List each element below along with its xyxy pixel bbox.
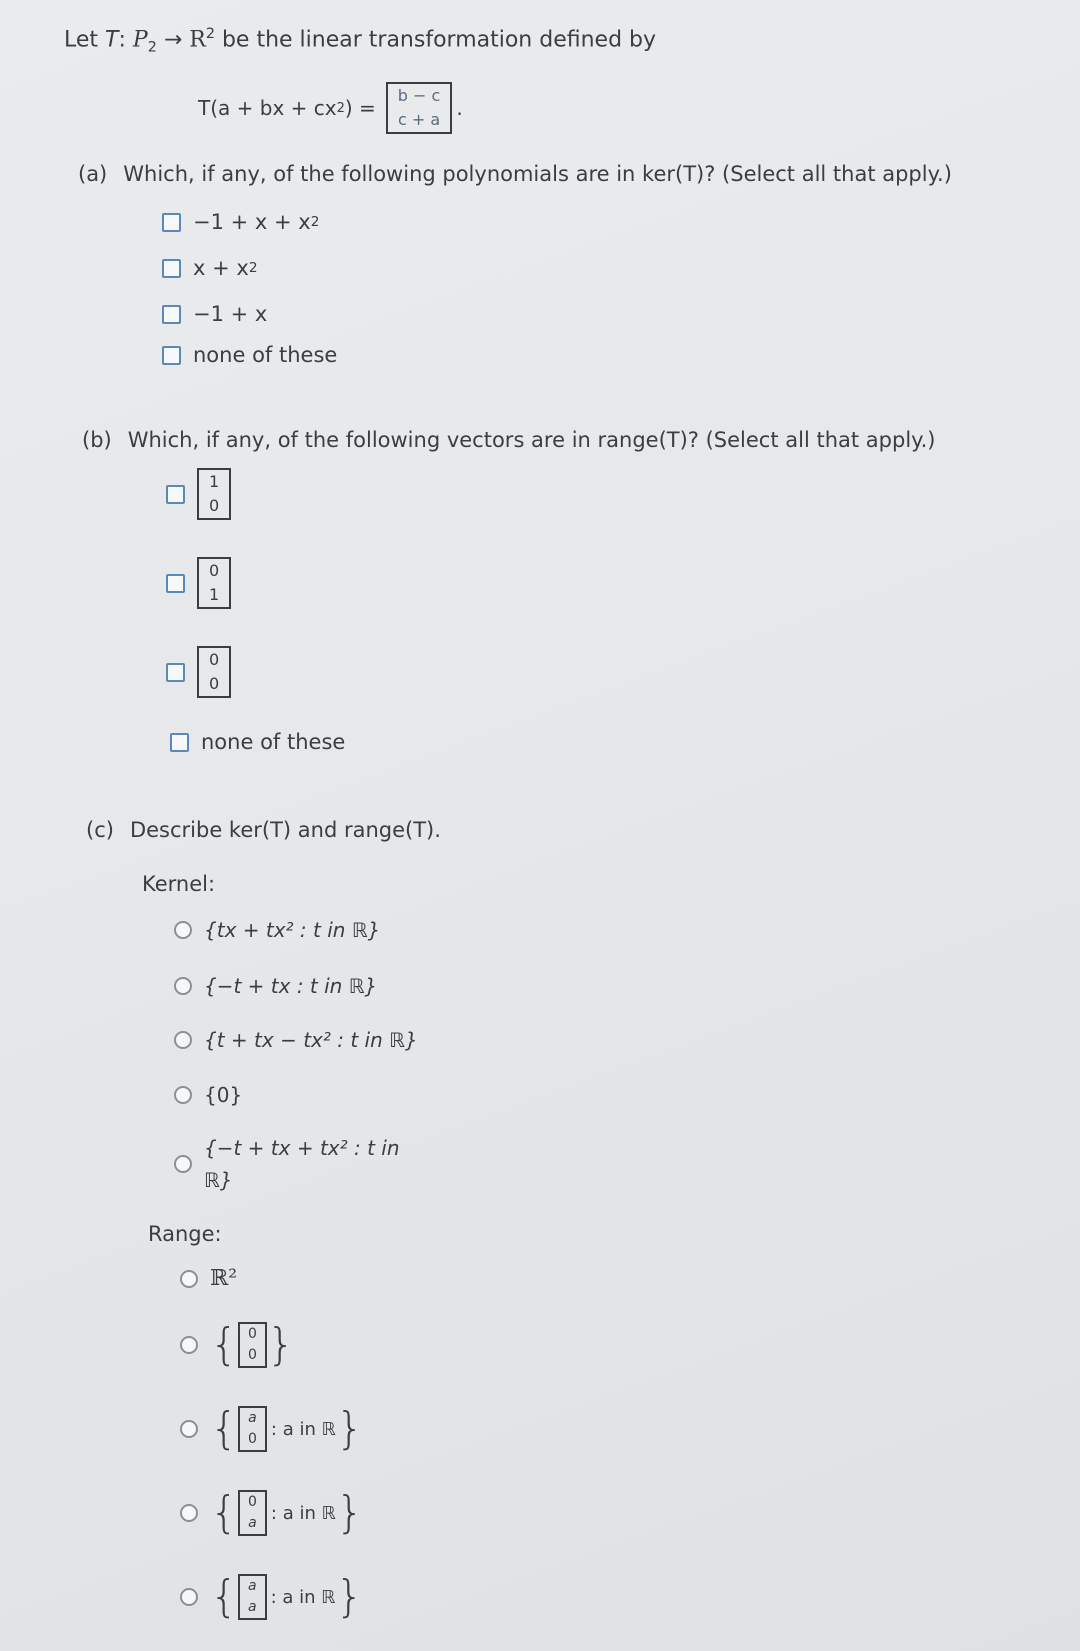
vector bbox=[197, 468, 231, 520]
vector-bottom: a bbox=[248, 1515, 257, 1531]
checkbox[interactable] bbox=[162, 259, 181, 278]
radio[interactable] bbox=[180, 1420, 198, 1438]
range-option-zero[interactable] bbox=[180, 1319, 295, 1370]
vector bbox=[238, 1490, 267, 1536]
part-c-question bbox=[86, 818, 441, 842]
left-brace: { bbox=[210, 1403, 238, 1454]
part-a-question bbox=[78, 162, 952, 186]
range-label: Range: bbox=[148, 1222, 222, 1246]
vector bbox=[197, 646, 231, 698]
intro-r: R bbox=[189, 27, 206, 53]
definition-matrix bbox=[386, 82, 453, 134]
radio[interactable] bbox=[174, 1086, 192, 1104]
part-a-text: Which, if any, of the following polynomials are in ker(T)? (Select all that apply.) bbox=[123, 162, 952, 186]
part-c-label: (c) bbox=[86, 818, 114, 842]
definition-lhs: T(a + bx + cx bbox=[198, 96, 337, 120]
part-b-option-2[interactable] bbox=[166, 557, 231, 609]
part-b-option-none[interactable] bbox=[170, 730, 345, 754]
intro-sub: 2 bbox=[147, 39, 157, 56]
part-a-option-none[interactable] bbox=[162, 343, 337, 367]
option-text: none of these bbox=[201, 730, 346, 754]
option-text: −1 + x + x bbox=[193, 210, 311, 234]
radio[interactable] bbox=[174, 977, 192, 995]
intro-rest: be the linear transformation defined by bbox=[221, 27, 657, 53]
option-sup: 2 bbox=[248, 260, 258, 276]
part-b-label: (b) bbox=[82, 428, 112, 452]
matrix-top: b − c bbox=[397, 86, 441, 105]
checkbox[interactable] bbox=[166, 663, 185, 682]
part-b-option-1[interactable] bbox=[166, 468, 231, 520]
radio[interactable] bbox=[174, 921, 192, 939]
option-text: {0} bbox=[204, 1083, 243, 1107]
left-brace: { bbox=[210, 1487, 238, 1538]
vector-top: a bbox=[248, 1578, 257, 1594]
option-text: none of these bbox=[193, 343, 338, 367]
vector-bottom: 1 bbox=[209, 585, 220, 604]
definition-eq: ) = bbox=[344, 96, 376, 120]
vector-top: 0 bbox=[209, 650, 220, 669]
part-b-question bbox=[82, 428, 935, 452]
part-a-label: (a) bbox=[78, 162, 108, 186]
part-b-option-3[interactable] bbox=[166, 646, 231, 698]
radio[interactable] bbox=[174, 1155, 192, 1173]
vector-top: 0 bbox=[209, 561, 220, 580]
checkbox[interactable] bbox=[162, 346, 181, 365]
part-c-text: Describe ker(T) and range(T). bbox=[129, 818, 441, 842]
option-text: {−t + tx : t in ℝ} bbox=[204, 974, 378, 998]
kernel-option-4[interactable] bbox=[174, 1083, 242, 1107]
intro-sup: 2 bbox=[205, 26, 215, 42]
vector bbox=[238, 1406, 267, 1452]
vector-bottom: 0 bbox=[209, 496, 220, 515]
range-option-a0[interactable] bbox=[180, 1403, 364, 1454]
range-option-r2[interactable] bbox=[180, 1266, 237, 1291]
definition-sup: 2 bbox=[336, 100, 345, 116]
option-text: {tx + tx² : t in ℝ} bbox=[204, 918, 381, 942]
vector-bottom: a bbox=[248, 1599, 257, 1615]
checkbox[interactable] bbox=[170, 733, 189, 752]
vector bbox=[238, 1574, 267, 1620]
right-brace: } bbox=[335, 1571, 364, 1622]
right-brace: } bbox=[266, 1319, 295, 1370]
set-suffix: : a in ℝ bbox=[270, 1502, 336, 1524]
radio[interactable] bbox=[180, 1270, 198, 1288]
left-brace: { bbox=[210, 1571, 238, 1622]
range-option-0a[interactable] bbox=[180, 1487, 364, 1538]
intro-line bbox=[64, 26, 656, 56]
set-suffix: : a in ℝ bbox=[270, 1586, 336, 1608]
checkbox[interactable] bbox=[166, 574, 185, 593]
kernel-option-5[interactable] bbox=[174, 1132, 434, 1196]
right-brace: } bbox=[335, 1487, 364, 1538]
option-text: ℝ² bbox=[210, 1266, 238, 1291]
vector-bottom: 0 bbox=[248, 1347, 257, 1363]
checkbox[interactable] bbox=[162, 213, 181, 232]
set-suffix: : a in ℝ bbox=[270, 1418, 336, 1440]
intro-let: Let bbox=[64, 27, 99, 53]
part-a-option-3[interactable] bbox=[162, 302, 267, 326]
vector-top: 0 bbox=[248, 1326, 257, 1342]
kernel-label: Kernel: bbox=[142, 872, 216, 896]
vector-top: 1 bbox=[209, 472, 220, 491]
intro-p: P bbox=[132, 27, 148, 53]
intro-colon: : bbox=[118, 27, 126, 53]
definition-period: . bbox=[456, 96, 463, 120]
checkbox[interactable] bbox=[162, 305, 181, 324]
definition bbox=[198, 82, 463, 134]
vector bbox=[238, 1322, 267, 1368]
radio[interactable] bbox=[180, 1588, 198, 1606]
kernel-option-2[interactable] bbox=[174, 974, 377, 998]
intro-arrow: → bbox=[163, 27, 183, 53]
option-text: {−t + tx + tx² : t in ℝ} bbox=[204, 1136, 400, 1192]
intro-t: T bbox=[105, 27, 119, 53]
radio[interactable] bbox=[180, 1504, 198, 1522]
range-option-aa[interactable] bbox=[180, 1571, 364, 1622]
part-b-text: Which, if any, of the following vectors are in range(T)? (Select all that apply.) bbox=[127, 428, 936, 452]
matrix-bottom: c + a bbox=[397, 110, 441, 129]
vector-bottom: 0 bbox=[209, 674, 220, 693]
part-a-option-2[interactable] bbox=[162, 256, 258, 280]
kernel-option-1[interactable] bbox=[174, 918, 380, 942]
part-a-option-1[interactable] bbox=[162, 210, 319, 234]
option-sup: 2 bbox=[310, 214, 320, 230]
radio[interactable] bbox=[174, 1031, 192, 1049]
option-text: {t + tx − tx² : t in ℝ} bbox=[204, 1028, 418, 1052]
left-brace: { bbox=[210, 1319, 238, 1370]
option-text: x + x bbox=[193, 256, 249, 280]
vector bbox=[197, 557, 231, 609]
vector-top: a bbox=[248, 1410, 257, 1426]
radio[interactable] bbox=[180, 1336, 198, 1354]
option-text: −1 + x bbox=[193, 302, 268, 326]
vector-top: 0 bbox=[248, 1494, 257, 1510]
right-brace: } bbox=[335, 1403, 364, 1454]
vector-bottom: 0 bbox=[248, 1431, 257, 1447]
kernel-option-3[interactable] bbox=[174, 1028, 418, 1052]
checkbox[interactable] bbox=[166, 485, 185, 504]
